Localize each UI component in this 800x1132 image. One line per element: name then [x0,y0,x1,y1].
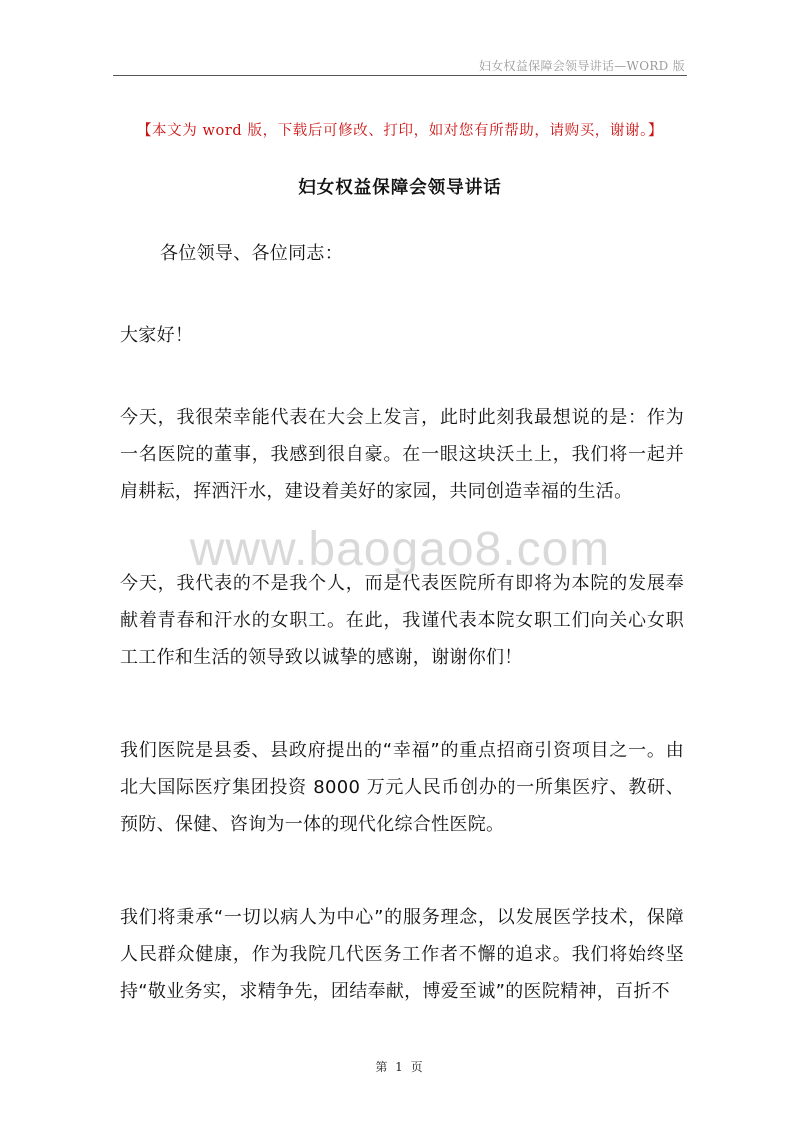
greeting: 大家好！ [120,325,194,346]
paragraph: 今天，我很荣幸能代表在大会上发言，此时此刻我最想说的是：作为一名医院的董事，我感到很自豪。在一眼这块沃土上，我们将一起并肩耕耘，挥洒汗水，建设着美好的家园，共同创造幸福的生活。 [120,407,684,502]
running-header: 妇女权益保障会领导讲话—WORD 版 [478,59,685,73]
paragraph: 今天，我代表的不是我个人，而是代表医院所有即将为本院的发展奉献着青春和汗水的女职工。在此，我谨代表本院女职工们向关心女职工工作和生活的领导致以诚挚的感谢，谢谢你们！ [120,573,684,668]
page-number: 第 1 页 [375,1060,425,1074]
header-divider [113,75,687,76]
paragraph: 我们将秉承“一切以病人为中心”的服务理念，以发展医学技术，保障人民群众健康，作为我院几代医务工作者不懈的追求。我们将始终坚持“敬业务实，求精争先，团结奉献，博爱至诚”的医院精神，百折不 [120,907,684,1002]
salutation: 各位领导、各位同志： [160,243,343,264]
purchase-notice: 【本文为 word 版，下载后可修改、打印，如对您有所帮助，请购买，谢谢。】 [136,123,664,139]
watermark: www.baogao8.com [189,523,611,576]
document-title: 妇女权益保障会领导讲话 [298,178,502,198]
paragraph: 我们医院是县委、县政府提出的“幸福”的重点招商引资项目之一。由北大国际医疗集团投资 8000 万元人民币创办的一所集医疗、教研、预防、保健、咨询为一体的现代化综合性医院。 [120,740,684,835]
